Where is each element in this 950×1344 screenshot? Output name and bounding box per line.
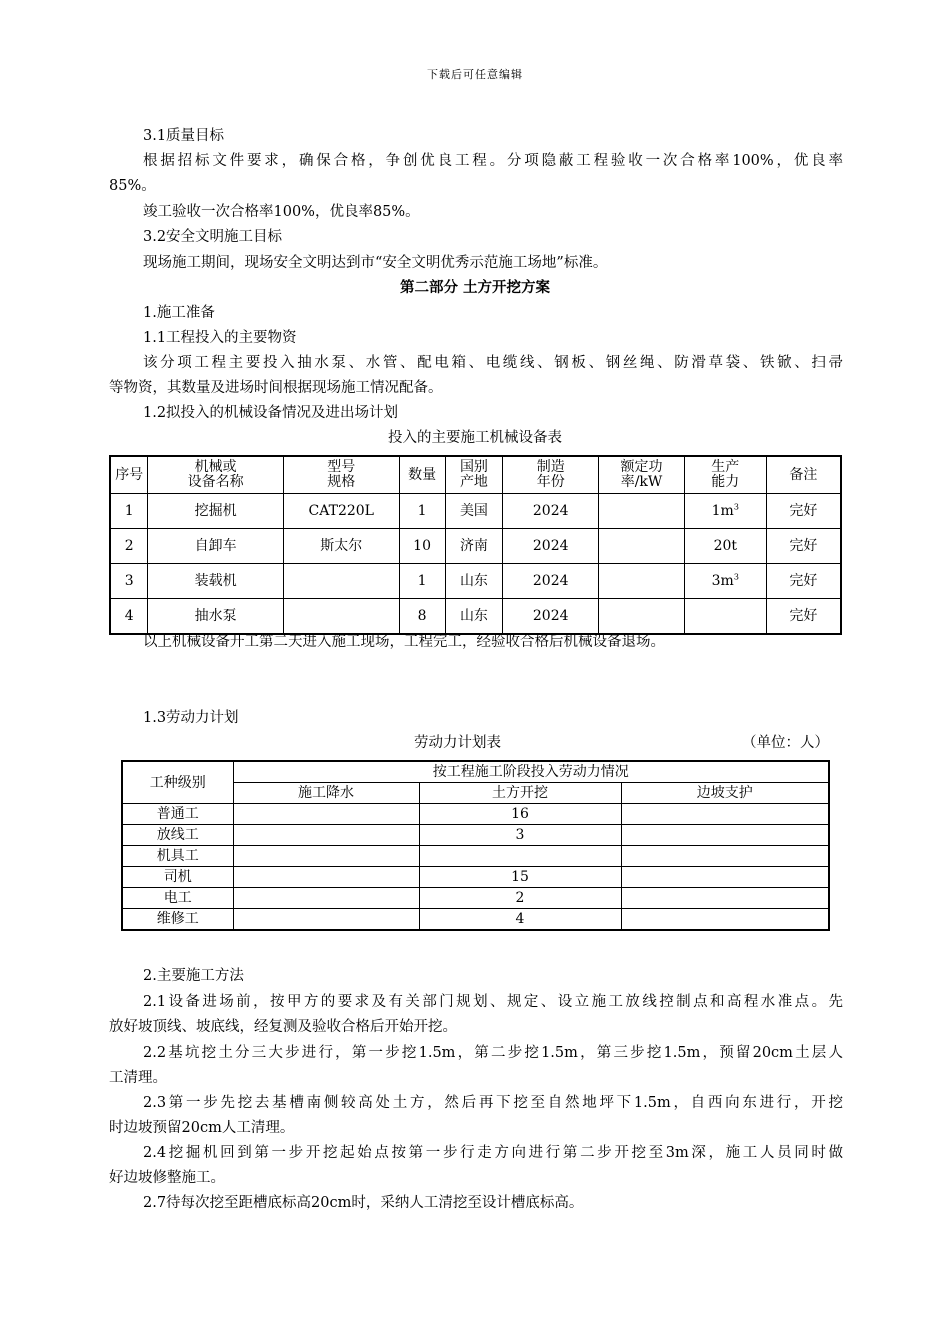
equipment-header-cell bbox=[283, 456, 399, 494]
labor-header-stage: 土方开挖 bbox=[419, 783, 621, 804]
labor-trade-cell: 司机 bbox=[122, 867, 233, 888]
section-1-2: 1.2拟投入的机械设备情况及进出场计划 bbox=[143, 405, 399, 421]
para-method-2-2: 2.2基坑挖土分三大步进行，第一步挖1.5m，第二步挖1.5m，第三步挖1.5m，预留20cm土层人 bbox=[143, 1045, 843, 1061]
equipment-cell: 2024 bbox=[503, 494, 599, 529]
equipment-header-text: 数量 bbox=[408, 466, 437, 483]
equipment-header-cell bbox=[766, 456, 841, 494]
equipment-header-cell bbox=[399, 456, 445, 494]
equipment-row bbox=[110, 599, 841, 635]
labor-count-cell: 16 bbox=[419, 804, 621, 825]
equipment-cell: 2024 bbox=[503, 599, 599, 635]
equipment-cell: 抽水泵 bbox=[148, 599, 283, 635]
equipment-cell: 1 bbox=[399, 494, 445, 529]
labor-row bbox=[122, 846, 829, 867]
equipment-header-row bbox=[110, 456, 841, 494]
labor-count-cell bbox=[233, 804, 419, 825]
equipment-cell: 1 bbox=[399, 564, 445, 599]
equipment-cell: CAT220L bbox=[283, 494, 399, 529]
labor-row bbox=[122, 888, 829, 909]
para-method-2-3: 2.3第一步先挖去基槽南侧较高处土方，然后再下挖至自然地坪下1.5m，自西向东进行，开挖 bbox=[143, 1095, 843, 1111]
equipment-header-cell bbox=[148, 456, 283, 494]
labor-count-cell bbox=[621, 909, 829, 931]
equipment-header-text: 设备名称 bbox=[187, 474, 244, 490]
equipment-cell: 2024 bbox=[503, 529, 599, 564]
equipment-header-text: 产地 bbox=[459, 474, 488, 490]
equipment-row bbox=[110, 494, 841, 529]
page-header: 下载后可任意编辑 bbox=[427, 68, 523, 81]
equipment-cell: 1 bbox=[110, 494, 148, 529]
section-3-1: 3.1质量目标 bbox=[143, 128, 225, 144]
labor-header-trade: 工种级别 bbox=[122, 761, 233, 804]
equipment-header-text: 生产 bbox=[711, 459, 740, 475]
labor-table bbox=[121, 760, 830, 931]
section-3-2: 3.2安全文明施工目标 bbox=[143, 229, 283, 245]
equipment-cell: 完好 bbox=[766, 564, 841, 599]
cubic-superscript: 3 bbox=[733, 571, 739, 581]
equipment-header-text: 年份 bbox=[536, 474, 565, 490]
equipment-table-title: 投入的主要施工机械设备表 bbox=[388, 430, 562, 446]
equipment-header-text: 率/kW bbox=[620, 474, 663, 490]
equipment-cell bbox=[599, 529, 685, 564]
para-quality-1: 根据招标文件要求，确保合格，争创优良工程。分项隐蔽工程验收一次合格率100%，优良率 bbox=[143, 153, 843, 169]
equipment-cell bbox=[283, 599, 399, 635]
labor-count-cell bbox=[621, 825, 829, 846]
equipment-table bbox=[109, 455, 842, 635]
labor-row bbox=[122, 909, 829, 931]
labor-count-cell bbox=[621, 888, 829, 909]
labor-table-title: 劳动力计划表 bbox=[414, 735, 501, 751]
labor-count-cell: 4 bbox=[419, 909, 621, 931]
equipment-cell: 斯太尔 bbox=[283, 529, 399, 564]
equipment-cell: 2024 bbox=[503, 564, 599, 599]
section-1-1: 1.1工程投入的主要物资 bbox=[143, 330, 297, 346]
labor-count-cell bbox=[621, 846, 829, 867]
equipment-cell bbox=[684, 599, 766, 635]
equipment-cell: $1m^3$ bbox=[684, 494, 766, 529]
labor-row bbox=[122, 804, 829, 825]
equipment-cell: 4 bbox=[110, 599, 148, 635]
para-method-2-7: 2.7待每次挖至距槽底标高20cm时，采纳人工清挖至设计槽底标高。 bbox=[143, 1195, 584, 1211]
equipment-cell bbox=[599, 599, 685, 635]
cubic-superscript: 3 bbox=[733, 501, 739, 511]
equipment-header-text: 序号 bbox=[115, 466, 144, 483]
labor-header-stage: 边坡支护 bbox=[621, 783, 829, 804]
equipment-cell: 装载机 bbox=[148, 564, 283, 599]
equipment-header-cell bbox=[599, 456, 685, 494]
labor-count-cell bbox=[233, 867, 419, 888]
equipment-cell: 挖掘机 bbox=[148, 494, 283, 529]
labor-count-cell bbox=[233, 909, 419, 931]
para-equipment-note: 以上机械设备开工第二天进入施工现场，工程完工，经验收合格后机械设备退场。 bbox=[143, 634, 665, 650]
section-1-3: 1.3劳动力计划 bbox=[143, 710, 239, 726]
equipment-cell: 济南 bbox=[445, 529, 503, 564]
equipment-row bbox=[110, 564, 841, 599]
part-two-title: 第二部分 土方开挖方案 bbox=[399, 279, 551, 296]
equipment-cell: 山东 bbox=[445, 599, 503, 635]
equipment-header-cell bbox=[503, 456, 599, 494]
equipment-cell: $3m^3$ bbox=[684, 564, 766, 599]
labor-trade-cell: 维修工 bbox=[122, 909, 233, 931]
labor-row bbox=[122, 867, 829, 888]
equipment-cell: 自卸车 bbox=[148, 529, 283, 564]
equipment-header-text: 机械或 bbox=[194, 459, 237, 475]
equipment-header-text: 制造 bbox=[536, 459, 565, 475]
labor-count-cell bbox=[419, 846, 621, 867]
labor-count-cell: 2 bbox=[419, 888, 621, 909]
para-quality-2: 竣工验收一次合格率100%，优良率85%。 bbox=[143, 204, 420, 220]
equipment-cell: 美国 bbox=[445, 494, 503, 529]
equipment-header-text: 型号 bbox=[327, 459, 356, 475]
para-method-2-1-cont: 放好坡顶线、坡底线，经复测及验收合格后开始开挖。 bbox=[109, 1019, 457, 1035]
equipment-cell: 10 bbox=[399, 529, 445, 564]
para-safety: 现场施工期间，现场安全文明达到市“安全文明优秀示范施工场地”标准。 bbox=[143, 255, 608, 271]
equipment-cell: 完好 bbox=[766, 494, 841, 529]
labor-count-cell: 3 bbox=[419, 825, 621, 846]
equipment-cell: 20t bbox=[684, 529, 766, 564]
equipment-cell bbox=[599, 564, 685, 599]
section-1: 1.施工准备 bbox=[143, 305, 215, 321]
equipment-header-cell bbox=[445, 456, 503, 494]
equipment-cell: 3 bbox=[110, 564, 148, 599]
equipment-cell: 2 bbox=[110, 529, 148, 564]
equipment-row bbox=[110, 529, 841, 564]
para-method-2-3-cont: 时边坡预留20cm人工清理。 bbox=[109, 1120, 295, 1136]
labor-header-group: 按工程施工阶段投入劳动力情况 bbox=[233, 761, 829, 783]
labor-trade-cell: 机具工 bbox=[122, 846, 233, 867]
labor-trade-cell: 放线工 bbox=[122, 825, 233, 846]
labor-count-cell bbox=[233, 888, 419, 909]
labor-row bbox=[122, 825, 829, 846]
equipment-header-cell bbox=[684, 456, 766, 494]
para-quality-1-cont: 85%。 bbox=[109, 178, 156, 194]
labor-trade-cell: 电工 bbox=[122, 888, 233, 909]
equipment-header-text: 规格 bbox=[327, 474, 356, 490]
equipment-header-text: 能力 bbox=[711, 474, 740, 490]
equipment-header-cell bbox=[110, 456, 148, 494]
equipment-cell: 完好 bbox=[766, 529, 841, 564]
equipment-header-text: 备注 bbox=[789, 466, 818, 483]
labor-count-cell: 15 bbox=[419, 867, 621, 888]
para-method-2-2-cont: 工清理。 bbox=[109, 1070, 167, 1086]
para-materials: 该分项工程主要投入抽水泵、水管、配电箱、电缆线、钢板、钢丝绳、防滑草袋、铁锨、扫帚 bbox=[143, 355, 843, 371]
equipment-cell: 8 bbox=[399, 599, 445, 635]
equipment-cell: 山东 bbox=[445, 564, 503, 599]
labor-count-cell bbox=[233, 846, 419, 867]
labor-count-cell bbox=[621, 804, 829, 825]
para-method-2-4: 2.4挖掘机回到第一步开挖起始点按第一步行走方向进行第二步开挖至3m深，施工人员同时做 bbox=[143, 1145, 843, 1161]
section-2: 2.主要施工方法 bbox=[143, 968, 244, 984]
equipment-cell bbox=[283, 564, 399, 599]
equipment-header-text: 额定功 bbox=[620, 459, 663, 475]
labor-count-cell bbox=[621, 867, 829, 888]
labor-header-stage: 施工降水 bbox=[233, 783, 419, 804]
para-method-2-4-cont: 好边坡修整施工。 bbox=[109, 1170, 225, 1186]
equipment-cell bbox=[599, 494, 685, 529]
para-materials-cont: 等物资，其数量及进场时间根据现场施工情况配备。 bbox=[109, 380, 443, 396]
labor-count-cell bbox=[233, 825, 419, 846]
equipment-header-text: 国别 bbox=[459, 459, 488, 475]
labor-table-unit: （单位：人） bbox=[742, 735, 829, 751]
equipment-cell: 完好 bbox=[766, 599, 841, 635]
para-method-2-1: 2.1设备进场前，按甲方的要求及有关部门规划、规定、设立施工放线控制点和高程水准点。先 bbox=[143, 994, 843, 1010]
labor-trade-cell: 普通工 bbox=[122, 804, 233, 825]
